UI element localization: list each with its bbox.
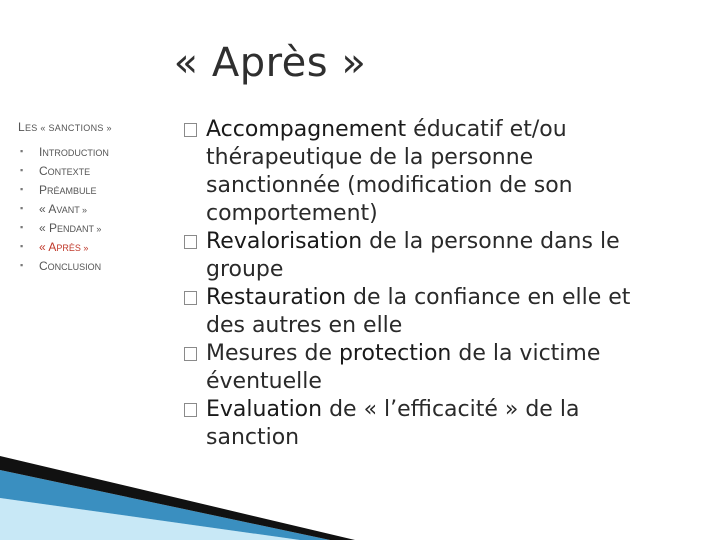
checkbox-bullet-icon xyxy=(184,347,197,361)
bullet-paragraph: Mesures de protection de la victime éventuelle xyxy=(184,340,664,396)
bullet-icon: ▪ xyxy=(20,146,24,156)
bullet-paragraph: Accompagnement éducatif et/ou thérapeutique de la personne sanctionnée (modification de son comportement) xyxy=(184,116,664,228)
nav-item-pendant[interactable]: ▪ « PENDANT » xyxy=(18,218,168,237)
nav-item-contexte[interactable]: ▪ CONTEXTE xyxy=(18,161,168,180)
nav-item-avant[interactable]: ▪ « AVANT » xyxy=(18,199,168,218)
checkbox-bullet-icon xyxy=(184,291,197,305)
bullet-icon: ▪ xyxy=(20,260,24,270)
checkbox-bullet-icon xyxy=(184,235,197,249)
nav-item-introduction[interactable]: ▪ INTRODUCTION xyxy=(18,142,168,161)
bullet-icon: ▪ xyxy=(20,165,24,175)
content-body xyxy=(184,116,664,452)
bullet-icon: ▪ xyxy=(20,241,24,251)
bullet-icon: ▪ xyxy=(20,203,24,213)
bullet-paragraph: Restauration de la confiance en elle et des autres en elle xyxy=(184,284,664,340)
nav-item-apres[interactable]: ▪ « APRÈS » xyxy=(18,237,168,256)
nav-item-preambule[interactable]: ▪ PRÉAMBULE xyxy=(18,180,168,199)
checkbox-bullet-icon xyxy=(184,403,197,417)
decorative-wedge xyxy=(0,440,720,540)
bullet-icon: ▪ xyxy=(20,222,24,232)
nav-item-conclusion[interactable]: ▪ CONCLUSION xyxy=(18,256,168,275)
bullet-icon: ▪ xyxy=(20,184,24,194)
bullet-paragraph: Revalorisation de la personne dans le groupe xyxy=(184,228,664,284)
slide-title: « Après » xyxy=(173,40,367,86)
sidebar-nav xyxy=(18,120,168,275)
bullet-paragraph: Evaluation de « l’efficacité » de la sanction xyxy=(184,396,664,452)
nav-list xyxy=(18,142,168,275)
sidebar-heading: LES « SANCTIONS » xyxy=(18,120,112,134)
checkbox-bullet-icon xyxy=(184,123,197,137)
